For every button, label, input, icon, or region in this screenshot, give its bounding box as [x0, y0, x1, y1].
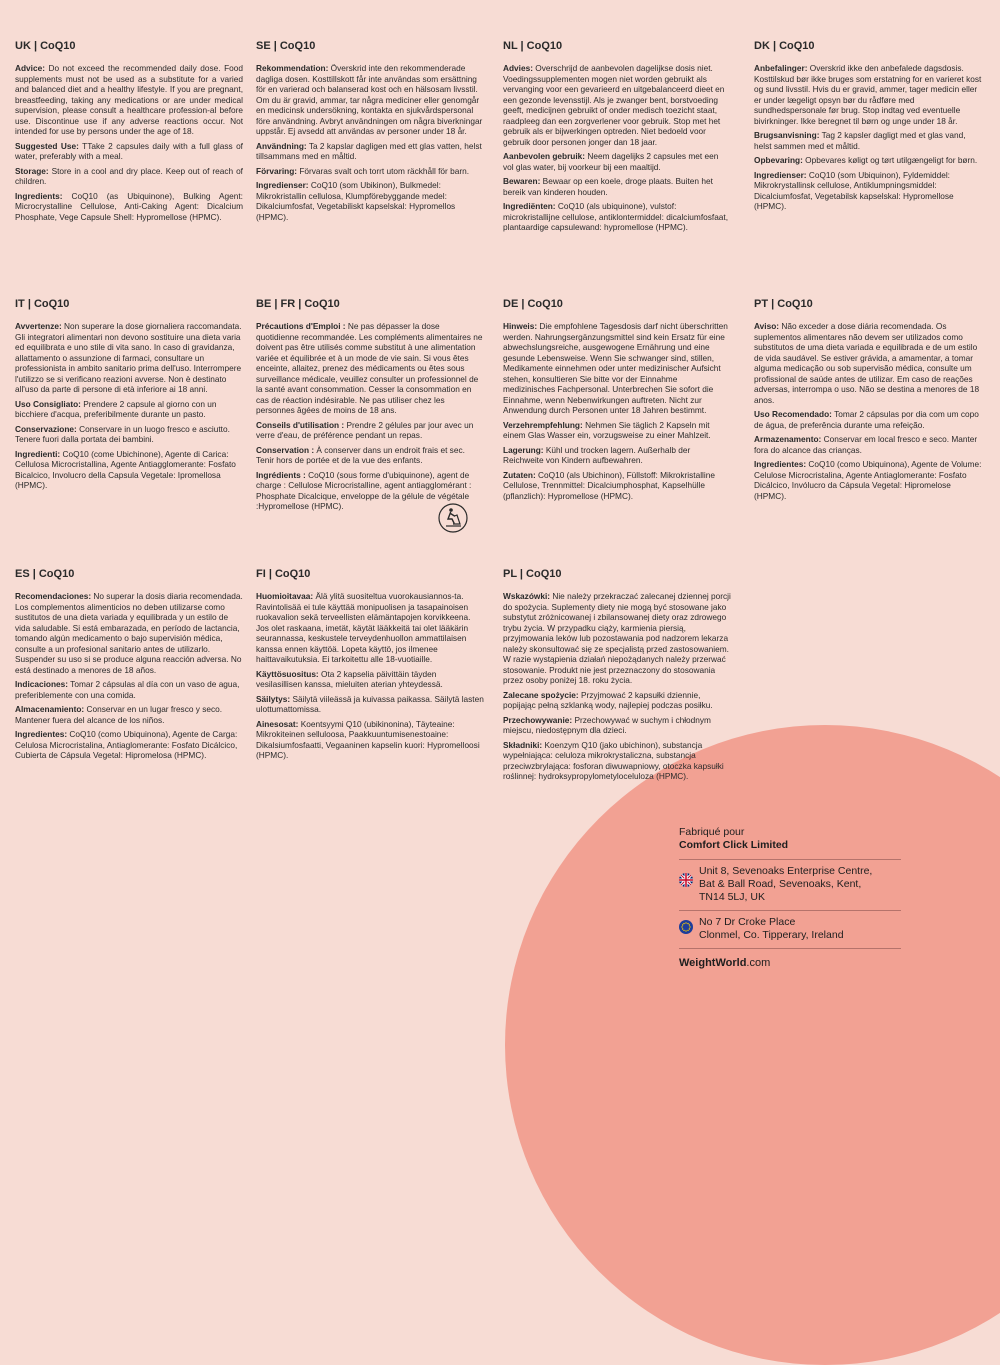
paragraph-text: Ota 2 kapselia päivittäin täyden vesilasillisen kanssa, mieluiten aterian yhteydessä. [256, 668, 443, 689]
info-paragraph [503, 201, 731, 233]
info-paragraph [503, 445, 731, 466]
paragraph-label: Ingredienser: [754, 169, 807, 180]
brand-domain: .com [746, 957, 771, 969]
paragraph-text: CoQ10 (come Ubichinone), Agente di Carica: Cellulosa Microcristallina, Agente Antiagglomerante: Fosfato Bicalcico, Involucro della Capsula Vegetale: Ipromellosa (HPMC). [15, 448, 236, 490]
info-paragraph [503, 470, 731, 502]
info-paragraph [754, 459, 982, 501]
section-title: IT | CoQ10 [15, 298, 70, 310]
paragraph-text: CoQ10 (sous forme d'ubiquinone), agent de charge : Cellulose Microcristalline, agent antiagglomérant : Phosphate Dicalcique, enveloppe de la gélule de végétale :Hypromellose (HPMC). [256, 469, 472, 511]
address-line: Unit 8, Sevenoaks Enterprise Centre, [699, 865, 873, 877]
paragraph-label: Advies: [503, 63, 533, 73]
paragraph-text: CoQ10 (como Ubiquinona), Agente de Carga: Celulosa Microcristalina, Antiaglomerante: Fosfato Dicálcico, Cubierta de Cápsula Vegetal: Hipromelosa (HPMC). [15, 729, 238, 760]
paragraph-label: Huomioitavaa: [256, 591, 314, 601]
paragraph-text: Die empfohlene Tagesdosis darf nicht überschritten werden. Nahrungsergänzungsmittel sind kein Ersatz für eine abwechslungsreiche, ausgewogene Ernährung und eine gesunde Lebensweise. Wenn Sie schwanger sind, stillen, Medikamente einnehmen oder unter medizinischer Aufsicht stehen, konsultieren Sie bitte vor der Einnahme medizinisches Fachpersonal. Unterbrechen Sie sofort die Einnahme, wenn Nebenwirkungen auftreten. Nicht zur Anwendung durch Personen unter 18 Jahren bestimmt. [503, 321, 728, 415]
info-paragraph [503, 420, 731, 441]
paragraph-text: Conservar em local fresco e seco. Manter fora do alcance das crianças. [754, 434, 978, 455]
address-line: Clonmel, Co. Tipperary, Ireland [699, 929, 844, 941]
info-paragraph [503, 151, 731, 172]
paragraph-text: Przechowywać w suchym i chłodnym miejscu, niedostępnym dla dzieci. [503, 714, 711, 735]
info-paragraph [256, 63, 484, 137]
paragraph-label: Ainesosat: [256, 718, 299, 729]
info-paragraph [754, 170, 982, 212]
paragraph-text: Conservare in un luogo fresco e asciutto. Tenere fuori dalla portata dei bambini. [15, 423, 230, 444]
paragraph-text: Overschrijd de aanbevolen dagelijkse dosis niet. Voedingssupplementen mogen niet worden gebruikt als vervanging voor een gevarieerd en uitgebalanceerd dieet en een gezonde levensstijl. Als je zwanger bent, borstvoeding geeft, medicijnen gebruikt of onder medisch toezicht staat, raadpleeg dan een zorgverlener voor gebruik. Stop met het gebruik als er bijwerkingen optreden. Niet bedoeld voor gebruik door personen jonger dan 18 jaar. [503, 63, 725, 147]
decorative-circle [505, 725, 1000, 1365]
info-paragraph [754, 434, 982, 455]
paragraph-label: Ingrédients : [256, 469, 306, 480]
paragraph-text: CoQ10 (som Ubiquinon), Fyldemiddel: Mikrokrystallinsk cellulose, Antiklumpningsmiddel: Dicalciumfosfat, Vegetabilsk kapselskal: Hypromellose (HPMC). [754, 169, 954, 211]
info-paragraph [503, 690, 731, 711]
paragraph-text: No superar la dosis diaria recomendada. Los complementos alimenticios no deben utilizarse como sustitutos de una dieta variada y equilibrada y un estilo de vida saludable. Si está embarazada, en período de lactancia, tomando algún medicamento o bajo supervisión médica, consulte a un profesional sanitario antes de utilizarlo. Suspender su uso si se produce alguna reacción adversa. No está destinado a menores de 18 años. [15, 591, 243, 675]
paragraph-text: Koenzym Q10 (jako ubichinon), substancja wypełniająca: celuloza mikrokrystaliczna, substancja przeciwzbrylająca: fosforan diwuwapniowy, otoczka kapsułki roślinnej: hydroksypropylometyloceluloza (HPMC). [503, 739, 724, 781]
column-uk [15, 40, 243, 226]
section-title: PT | CoQ10 [754, 298, 813, 310]
paragraph-label: Almacenamiento: [15, 704, 85, 714]
paragraph-label: Ingredientes: [754, 459, 807, 469]
paragraph-text: Non superare la dose giornaliera raccomandata. Gli integratori alimentari non devono sostituire una dieta varia ed equilibrata e uno stile di vita sano. In caso di gravidanza, allattamento o assunzione di farmaci, consultare un professionista in ambito sanitario prima dell'uso. Interrompere l'utilizzo se si verificano reazioni avverse. Non è destinato all'uso da parte di persone di età inferiore ai 18 anni. [15, 321, 242, 394]
section-title: PL | CoQ10 [503, 568, 562, 580]
paragraph-label: Zutaten: [503, 469, 536, 480]
tidyman-recycle-icon [438, 503, 468, 533]
paragraph-text: Förvaras svalt och torrt utom räckhåll för barn. [297, 165, 470, 176]
paragraph-label: Armazenamento: [754, 434, 822, 444]
column-it [15, 298, 243, 495]
paragraph-label: Przechowywanie: [503, 714, 573, 725]
info-paragraph [15, 141, 243, 162]
eu-flag-icon [679, 920, 693, 934]
address-line: No 7 Dr Croke Place [699, 916, 796, 928]
column-be-fr [256, 298, 484, 516]
paragraph-text: CoQ10 (som Ubikinon), Bulkmedel: Mikrokristallin cellulosa, Klumpförebyggande medel: Dikalciumfosfat, Vegetabiliskt kapselskal: Hypromellos (HPMC). [256, 180, 456, 222]
column-pt [754, 298, 982, 505]
paragraph-label: Aanbevolen gebruik: [503, 151, 586, 161]
info-paragraph [503, 740, 731, 782]
info-paragraph [256, 166, 484, 177]
ireland-address [679, 911, 901, 949]
column-de [503, 298, 731, 505]
column-fi [256, 568, 484, 765]
paragraph-label: Ingredients: [15, 190, 63, 201]
section-title: NL | CoQ10 [503, 40, 563, 52]
uk-flag-icon [679, 873, 693, 887]
info-paragraph [256, 445, 484, 466]
paragraph-label: Ingredienser: [256, 180, 309, 190]
info-paragraph [15, 449, 243, 491]
paragraph-text: Tomar 2 cápsulas al día con un vaso de agua, preferiblemente con una comida. [15, 679, 240, 700]
paragraph-label: Lagerung: [503, 444, 544, 455]
paragraph-text: Opbevares køligt og tørt utilgængeligt for børn. [802, 155, 978, 165]
paragraph-text: Não exceder a dose diária recomendada. Os suplementos alimentares não devem ser utilizados como substitutos de uma dieta variada e equilibrada e de um estilo de vida saudável. Se estiver grávida, a amamentar, a tomar alguma medicação ou sob supervisão médica, consulte um profissional de saúde antes de utilizar. Em caso de reações adversas, interrompa o uso. Não se destina a menores de 18 anos. [754, 321, 980, 405]
paragraph-label: Storage: [15, 165, 49, 176]
paragraph-text: Prendere 2 capsule al giorno con un bicchiere d'acqua, preferibilmente durante un pasto. [15, 398, 217, 419]
paragraph-text: Bewaar op een koele, droge plaats. Buiten het bereik van kinderen houden. [503, 176, 713, 197]
paragraph-label: Opbevaring: [754, 155, 803, 165]
column-nl [503, 40, 731, 237]
address-line: Bat & Ball Road, Sevenoaks, Kent, [699, 878, 862, 890]
section-title: SE | CoQ10 [256, 40, 316, 52]
info-paragraph [503, 176, 731, 197]
brand-website [679, 957, 901, 969]
info-paragraph [503, 321, 731, 416]
paragraph-text: Przyjmować 2 kapsułki dziennie, popijając pełną szklanką wody, najlepiej podczas posiłku. [503, 689, 713, 710]
section-title: ES | CoQ10 [15, 568, 75, 580]
paragraph-label: Hinweis: [503, 321, 538, 331]
paragraph-text: Älä ylitä suositeltua vuorokausiannos-ta. Ravintolisää ei tule käyttää monipuolisen ja tasapainoisen ruokavalion sekä terveellisten elämäntapojen korvikkeena. Jos olet raskaana, imetät, käytät lääkkeitä tai olet lääkärin seurannassa, keskustele terveydenhuollon ammattilaisen kanssa ennen käyttöä. Lopeta käyttö, jos ilmenee haittavaikutuksia. Ei tarkoitettu alle 18-vuotiaille. [256, 591, 471, 664]
paragraph-text: CoQ10 (como Ubiquinona), Agente de Volume: Celulose Microcristalina, Agente Antiaglomerante: Fosfato Dicálcico, Invólucro da Cápsula Vegetal: Hipromelose (HPMC). [754, 459, 982, 501]
info-paragraph [256, 180, 484, 222]
info-paragraph [15, 679, 243, 700]
paragraph-label: Wskazówki: [503, 591, 551, 601]
paragraph-label: Suggested Use: [15, 140, 79, 151]
paragraph-text: Tag 2 kapsler dagligt med et glas vand, helst sammen med et måltid. [754, 130, 966, 151]
paragraph-label: Conseils d'utilisation : [256, 419, 345, 430]
info-paragraph [503, 715, 731, 736]
info-paragraph [503, 63, 731, 147]
paragraph-label: Brugsanvisning: [754, 130, 820, 140]
paragraph-text: CoQ10 (als Ubichinon), Füllstoff: Mikrokristalline Cellulose, Trennmittel: Dicalciumphosphat, Kapselhülle (pflanzlich): Hypromellose (HPMC). [503, 469, 715, 501]
info-paragraph [256, 420, 484, 441]
info-paragraph [15, 191, 243, 223]
info-paragraph [754, 63, 982, 126]
paragraph-text: Overskrid ikke den anbefalede dagsdosis. Kosttilskud bør ikke bruges som erstatning for en varieret kost og sund livsstil. Hvis du er gravid, ammer, tager medicin eller er under lægeligt opsyn bør du rådføre med sundhedspersonale før brug. Stop indtag ved eventuelle bivirkninger. Ikke beregnet til børn og unge under 18 år. [754, 63, 982, 126]
paragraph-label: Rekommendation: [256, 63, 329, 73]
paragraph-text: CoQ10 (als ubiquinone), vulstof: microkristallijne cellulose, antiklontermiddel: dicalciumfosfaat, plantaardige capsulewand: hypromellose (HPMC). [503, 201, 729, 232]
paragraph-text: Säilytä viileässä ja kuivassa paikassa. Säilytä lasten ulottumattomissa. [256, 693, 484, 714]
paragraph-text: Do not exceed the recommended daily dose. Food supplements must not be used as a substitute for a varied and balanced diet and a healthy lifestyle. If you are pregnant, breastfeeding, taking any medications or are under medical supervision, please consult a healthcare profession-al before use. Discontinue use if any adverse reactions occur. Not intended for use by persons under the age of 18. [15, 63, 243, 136]
paragraph-text: Ta 2 kapslar dagligen med ett glas vatten, helst tillsammans med en måltid. [256, 140, 482, 161]
paragraph-text: CoQ10 (as Ubiquinone), Bulking Agent: Microcrystalline Cellulose, Anti-Caking Agent: Dicalcium Phosphate, Vege Capsule Shell: Hypromellose (HPMC). [15, 190, 243, 222]
company-name: Comfort Click Limited [679, 839, 789, 851]
column-se [256, 40, 484, 226]
info-paragraph [15, 166, 243, 187]
paragraph-label: Bewaren: [503, 176, 541, 186]
paragraph-label: Käyttösuositus: [256, 668, 319, 679]
column-dk [754, 40, 982, 216]
column-es [15, 568, 243, 765]
info-paragraph [754, 155, 982, 166]
paragraph-label: Förvaring: [256, 165, 298, 176]
paragraph-label: Verzehrempfehlung: [503, 419, 583, 430]
paragraph-text: Neem dagelijks 2 capsules met een vol glas water, bij voorkeur bij een maaltijd. [503, 151, 719, 172]
paragraph-label: Ingrediënten: [503, 201, 556, 211]
paragraph-text: Koentsyymi Q10 (ubikinonina), Täyteaine: Mikrokiteinen selluloosa, Paakkuuntumisenestoaine: Dikalsiumfosfaatti, Vegaaninen kapselin kuori: Hypromelloosi (HPMC). [256, 718, 480, 760]
section-title: DE | CoQ10 [503, 298, 563, 310]
paragraph-text: Ne pas dépasser la dose quotidienne recommandée. Les compléments alimentaires ne doivent pas être utilisés comme substitut à une alimentation variée et équilibrée et à un mode de vie sain. Si vous êtes enceinte, allaitez, prenez des médicaments ou êtes sous surveillance médicale, veuillez consulter un professionnel de la santé avant consommation. Cesser la consommation en cas de réaction indésirable. Ne pas utiliser chez les personnes âgées de moins de 18 ans. [256, 321, 483, 415]
uk-address [679, 859, 901, 911]
paragraph-text: TTake 2 capsules daily with a full glass of water, preferably with a meal. [15, 140, 243, 161]
paragraph-text: Överskrid inte den rekommenderade dagliga dosen. Kosttillskott får inte användas som ersättning för en varierad och balanserad kost och en hälsosam livsstil. Om du är gravid, ammar, tar några mediciner eller genomgår en medicinsk undersökning, kontakta en sjukvårdspersonal före användning. Avbryt användningen om några biverkningar uppstår. Ej avsedd att användas av personer under 18 år. [256, 63, 483, 136]
info-paragraph [503, 591, 731, 686]
info-paragraph [754, 130, 982, 151]
info-paragraph [256, 694, 484, 715]
manufacturer-info [679, 826, 901, 969]
info-paragraph [256, 719, 484, 761]
paragraph-text: Prendre 2 gélules par jour avec un verre d'eau, de préférence pendant un repas. [256, 419, 474, 440]
paragraph-label: Ingredientes: [15, 729, 68, 739]
info-paragraph [15, 321, 243, 395]
paragraph-label: Zalecane spożycie: [503, 689, 579, 700]
paragraph-label: Advice: [15, 63, 45, 73]
section-title: FI | CoQ10 [256, 568, 311, 580]
paragraph-text: Conservar en un lugar fresco y seco. Mantener fuera del alcance de los niños. [15, 704, 223, 725]
info-paragraph [15, 591, 243, 675]
info-paragraph [256, 591, 484, 665]
column-pl [503, 568, 731, 786]
section-title: BE | FR | CoQ10 [256, 298, 340, 310]
paragraph-label: Aviso: [754, 321, 780, 331]
info-paragraph [15, 704, 243, 725]
paragraph-text: Nehmen Sie täglich 2 Kapseln mit einem Glas Wasser ein, vorzugsweise zu einer Mahlzeit. [503, 419, 711, 440]
info-paragraph [15, 729, 243, 761]
paragraph-label: Recomendaciones: [15, 591, 92, 601]
paragraph-label: Anbefalinger: [754, 63, 808, 73]
section-title: DK | CoQ10 [754, 40, 815, 52]
made-for-label: Fabriqué pour [679, 826, 745, 838]
paragraph-label: Précautions d'Emploi : [256, 321, 346, 331]
info-paragraph [256, 141, 484, 162]
info-paragraph [15, 399, 243, 420]
paragraph-text: À conserver dans un endroit frais et sec. Tenir hors de portée et de la vue des enfants. [256, 444, 465, 465]
paragraph-text: Nie należy przekraczać zalecanej dziennej porcji do spożycia. Suplementy diety nie mogą być stosowane jako substytut zróżnicowanej i zbilansowanej diety oraz zdrowego trybu życia. W przypadku ciąży, karmienia piersią, przyjmowania leków lub pozostawania pod nadzorem lekarza należy skonsultować się ze specjalistą przed zastosowaniem. W razie wystąpienia działań niepożądanych należy przerwać stosowanie. Produkt nie jest przeznaczony do stosowania przez osoby poniżej 18. roku życia. [503, 591, 731, 685]
brand-name: WeightWorld [679, 957, 747, 969]
section-title: UK | CoQ10 [15, 40, 76, 52]
paragraph-label: Säilytys: [256, 693, 291, 704]
paragraph-text: Kühl und trocken lagern. Außerhalb der Reichweite von Kindern aufbewahren. [503, 444, 691, 465]
paragraph-label: Uso Consigliato: [15, 398, 81, 409]
paragraph-text: Store in a cool and dry place. Keep out of reach of children. [15, 165, 243, 186]
paragraph-label: Uso Recomendado: [754, 409, 832, 419]
address-line: TN14 5LJ, UK [699, 891, 765, 903]
info-paragraph [256, 669, 484, 690]
paragraph-label: Ingredienti: [15, 448, 61, 459]
paragraph-label: Indicaciones: [15, 679, 69, 689]
paragraph-label: Conservazione: [15, 423, 77, 434]
info-paragraph [754, 409, 982, 430]
paragraph-label: Avvertenze: [15, 321, 62, 331]
info-paragraph [256, 321, 484, 416]
paragraph-label: Conservation : [256, 444, 315, 455]
info-paragraph [754, 321, 982, 405]
paragraph-text: Tomar 2 cápsulas por dia com um copo de água, de preferência durante uma refeição. [754, 409, 979, 430]
paragraph-label: Składniki: [503, 739, 543, 750]
info-paragraph [15, 63, 243, 137]
paragraph-label: Användning: [256, 140, 307, 151]
info-paragraph [15, 424, 243, 445]
